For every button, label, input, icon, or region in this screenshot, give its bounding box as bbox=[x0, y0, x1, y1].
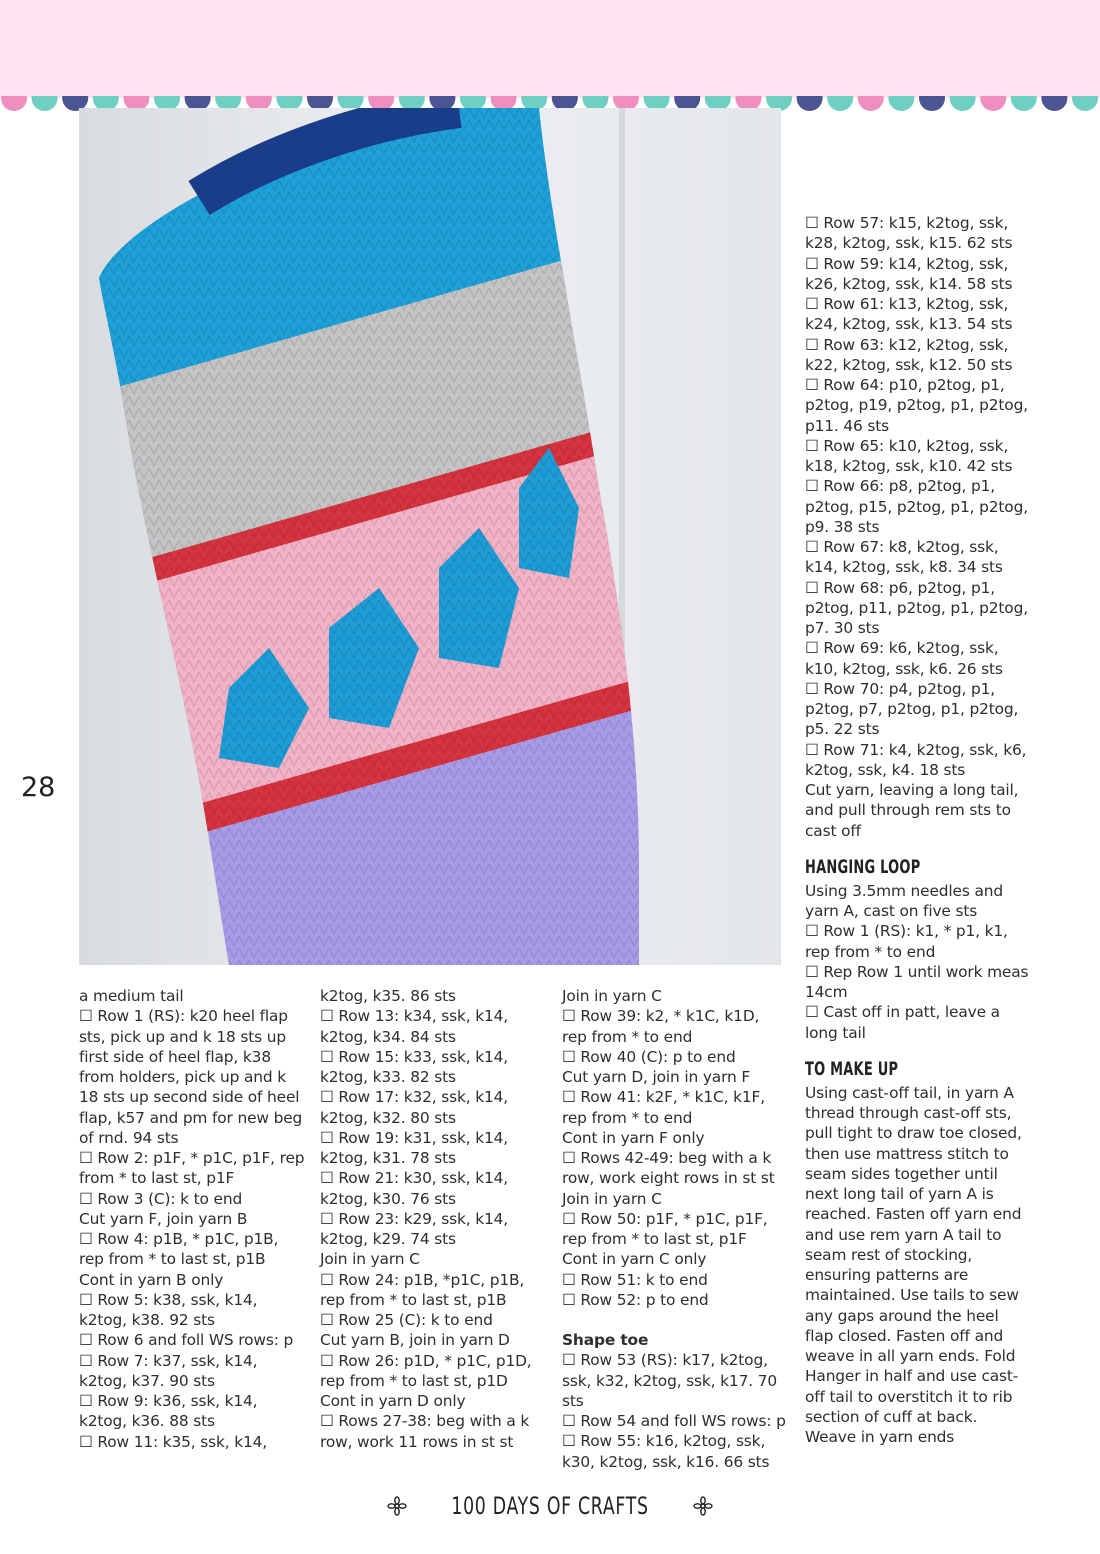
instruction-line: ☐ Rep Row 1 until work meas 14cm bbox=[805, 962, 1029, 1001]
knitted-stocking-illustration bbox=[79, 108, 781, 965]
instruction-line: ☐ Row 52: p to end bbox=[562, 1290, 709, 1309]
instruction-line: ☐ Row 69: k6, k2tog, ssk, k10, k2tog, ssk, k6. 26 sts bbox=[805, 639, 1003, 678]
instruction-line: Cut yarn B, join in yarn D bbox=[320, 1331, 510, 1350]
instruction-line: ☐ Row 67: k8, k2tog, ssk, k14, k2tog, ssk, k8. 34 sts bbox=[805, 538, 1003, 577]
instruction-line: ☐ Row 51: k to end bbox=[562, 1270, 708, 1289]
instruction-line: ☐ Row 1 (RS): k20 heel flap sts, pick up and k 18 sts up first side of heel flap, k38 from holders, pick up and k 18 sts up second side of heel flap, k57 and pm for new beg of rnd. 94 sts bbox=[79, 1007, 303, 1147]
instruction-line: ☐ Row 2: p1F, * p1C, p1F, rep from * to last st, p1F bbox=[79, 1149, 305, 1188]
flower-icon bbox=[387, 1496, 407, 1516]
instruction-line: ☐ Row 41: k2F, * k1C, k1F, rep from * to end bbox=[562, 1088, 765, 1127]
instruction-line: ☐ Row 5: k38, ssk, k14, k2tog, k38. 92 sts bbox=[79, 1290, 258, 1329]
scallop bbox=[980, 96, 1006, 111]
instruction-line: a medium tail bbox=[79, 987, 184, 1005]
instruction-line: ☐ Row 1 (RS): k1, * p1, k1, rep from * to end bbox=[805, 922, 1008, 961]
instruction-line: ☐ Row 3 (C): k to end bbox=[79, 1189, 243, 1208]
instruction-line: ☐ Row 25 (C): k to end bbox=[320, 1311, 493, 1329]
instruction-line: ☐ Row 21: k30, ssk, k14, k2tog, k30. 76 sts bbox=[320, 1169, 509, 1208]
instruction-line: ☐ Row 39: k2, * k1C, k1D, rep from * to end bbox=[562, 1007, 760, 1046]
instruction-line: ☐ Row 15: k33, ssk, k14, k2tog, k33. 82 sts bbox=[320, 1047, 509, 1086]
instruction-line: ☐ Row 70: p4, p2tog, p1, p2tog, p7, p2tog, p1, p2tog, p5. 22 sts bbox=[805, 679, 1019, 739]
flower-icon bbox=[693, 1496, 713, 1516]
instruction-line: ☐ Row 13: k34, ssk, k14, k2tog, k34. 84 sts bbox=[320, 1007, 509, 1046]
instructions-column-1 bbox=[79, 986, 305, 1452]
instruction-line: Join in yarn C bbox=[320, 1250, 420, 1269]
top-color-band bbox=[0, 0, 1100, 98]
scallop bbox=[1041, 96, 1067, 111]
instruction-line: ☐ Row 68: p6, p2tog, p1, p2tog, p11, p2tog, p1, p2tog, p7. 30 sts bbox=[805, 578, 1028, 637]
instruction-line: Cut yarn F, join yarn B bbox=[79, 1209, 248, 1228]
instruction-line: ☐ Row 55: k16, k2tog, ssk, k30, k2tog, ssk, k16. 66 sts bbox=[562, 1432, 770, 1471]
footer bbox=[0, 1492, 1100, 1526]
scallop bbox=[1072, 96, 1098, 111]
instruction-line: k2tog, k35. 86 sts bbox=[320, 987, 456, 1005]
to-make-up-text: Using cast-off tail, in yarn A thread through cast-off sts, pull tight to draw toe closed, then use mattress stitch to seam sides together until next long tail of yarn A is reached. Fasten off yarn end and use rem yarn A tail to seam rest of stocking, ensuring patterns are maintained. Use tails to sew any gaps around the heel flap closed. Fasten off and weave in all yarn ends. Fold Hanger in half and use cast-off tail to overstitch it to rib section of cuff at back. Weave in yarn ends bbox=[805, 1083, 1022, 1446]
scallop bbox=[797, 96, 823, 111]
instruction-line: ☐ Row 26: p1D, * p1C, p1D, rep from * to last st, p1D bbox=[320, 1351, 532, 1390]
instruction-line: ☐ Row 4: p1B, * p1C, p1B, rep from * to last st, p1B bbox=[79, 1230, 279, 1269]
instruction-line: ☐ Row 40 (C): p to end bbox=[562, 1047, 736, 1066]
instruction-line: ☐ Row 63: k12, k2tog, ssk, k22, k2tog, ssk, k12. 50 sts bbox=[805, 335, 1013, 374]
instruction-line: Cont in yarn D only bbox=[320, 1392, 466, 1410]
to-make-up-heading: TO MAKE UP bbox=[805, 1058, 899, 1080]
instruction-line: ☐ Row 53 (RS): k17, k2tog, ssk, k32, k2tog, ssk, k17. 70 sts bbox=[562, 1351, 777, 1410]
instruction-line: ☐ Row 19: k31, ssk, k14, k2tog, k31. 78 sts bbox=[320, 1128, 509, 1167]
instruction-line: ☐ Rows 42-49: beg with a k row, work eight rows in st st bbox=[562, 1149, 775, 1188]
instruction-line: Join in yarn C bbox=[562, 987, 662, 1005]
instruction-line: ☐ Row 23: k29, ssk, k14, k2tog, k29. 74 sts bbox=[320, 1209, 509, 1248]
page-number: 28 bbox=[21, 772, 56, 803]
scallop bbox=[1011, 96, 1037, 111]
instruction-line: ☐ Row 57: k15, k2tog, ssk, k28, k2tog, ssk, k15. 62 sts bbox=[805, 214, 1013, 253]
instruction-line: ☐ Row 17: k32, ssk, k14, k2tog, k32. 80 sts bbox=[320, 1088, 509, 1127]
hanging-loop-heading: HANGING LOOP bbox=[805, 856, 921, 878]
stocking-photo bbox=[79, 108, 781, 965]
instruction-line: Cut yarn, leaving a long tail, and pull through rem sts to cast off bbox=[805, 781, 1019, 840]
instruction-line: ☐ Row 11: k35, ssk, k14, bbox=[79, 1432, 268, 1451]
instruction-line: ☐ Rows 27-38: beg with a k row, work 11 rows in st st bbox=[320, 1412, 530, 1451]
scallop bbox=[888, 96, 914, 111]
instructions-column-4 bbox=[805, 213, 1031, 1447]
instruction-line: ☐ Row 61: k13, k2tog, ssk, k24, k2tog, ssk, k13. 54 sts bbox=[805, 295, 1013, 334]
instruction-line: Cont in yarn F only bbox=[562, 1128, 705, 1147]
instructions-column-2 bbox=[320, 986, 546, 1452]
shape-toe-heading: Shape toe bbox=[562, 1331, 649, 1349]
instruction-line: Cont in yarn B only bbox=[79, 1270, 224, 1289]
scallop bbox=[919, 96, 945, 111]
instruction-line: ☐ Row 50: p1F, * p1C, p1F, rep from * to last st, p1F bbox=[562, 1209, 768, 1248]
scallop bbox=[858, 96, 884, 111]
instruction-line: ☐ Row 24: p1B, *p1C, p1B, rep from * to last st, p1B bbox=[320, 1270, 525, 1309]
instruction-line: ☐ Row 54 and foll WS rows: p bbox=[562, 1412, 786, 1430]
instruction-line: ☐ Row 65: k10, k2tog, ssk, k18, k2tog, ssk, k10. 42 sts bbox=[805, 436, 1013, 475]
scallop bbox=[1, 96, 27, 111]
scallop bbox=[827, 96, 853, 111]
instruction-line: Cut yarn D, join in yarn F bbox=[562, 1068, 751, 1086]
magazine-title: 100 DAYS OF CRAFTS bbox=[451, 1492, 649, 1520]
instruction-line: ☐ Row 64: p10, p2tog, p1, p2tog, p19, p2tog, p1, p2tog, p11. 46 sts bbox=[805, 376, 1028, 435]
instruction-line: ☐ Row 71: k4, k2tog, ssk, k6, k2tog, ssk, k4. 18 sts bbox=[805, 740, 1027, 779]
instruction-line: ☐ Row 66: p8, p2tog, p1, p2tog, p15, p2tog, p1, p2tog, p9. 38 sts bbox=[805, 477, 1028, 536]
instruction-line: ☐ Row 59: k14, k2tog, ssk, k26, k2tog, ssk, k14. 58 sts bbox=[805, 254, 1013, 293]
instruction-line: ☐ Row 9: k36, ssk, k14, k2tog, k36. 88 sts bbox=[79, 1392, 258, 1431]
scallop bbox=[950, 96, 976, 111]
instruction-line: Cont in yarn C only bbox=[562, 1250, 707, 1269]
instruction-line: Using 3.5mm needles and yarn A, cast on five sts bbox=[805, 881, 1003, 920]
scallop bbox=[32, 96, 58, 111]
instruction-line: Join in yarn C bbox=[562, 1189, 662, 1208]
instruction-line: ☐ Cast off in patt, leave a long tail bbox=[805, 1003, 1000, 1042]
instruction-line: ☐ Row 7: k37, ssk, k14, k2tog, k37. 90 sts bbox=[79, 1351, 258, 1390]
instruction-line: ☐ Row 6 and foll WS rows: p bbox=[79, 1331, 294, 1350]
instructions-column-3 bbox=[562, 986, 788, 1472]
